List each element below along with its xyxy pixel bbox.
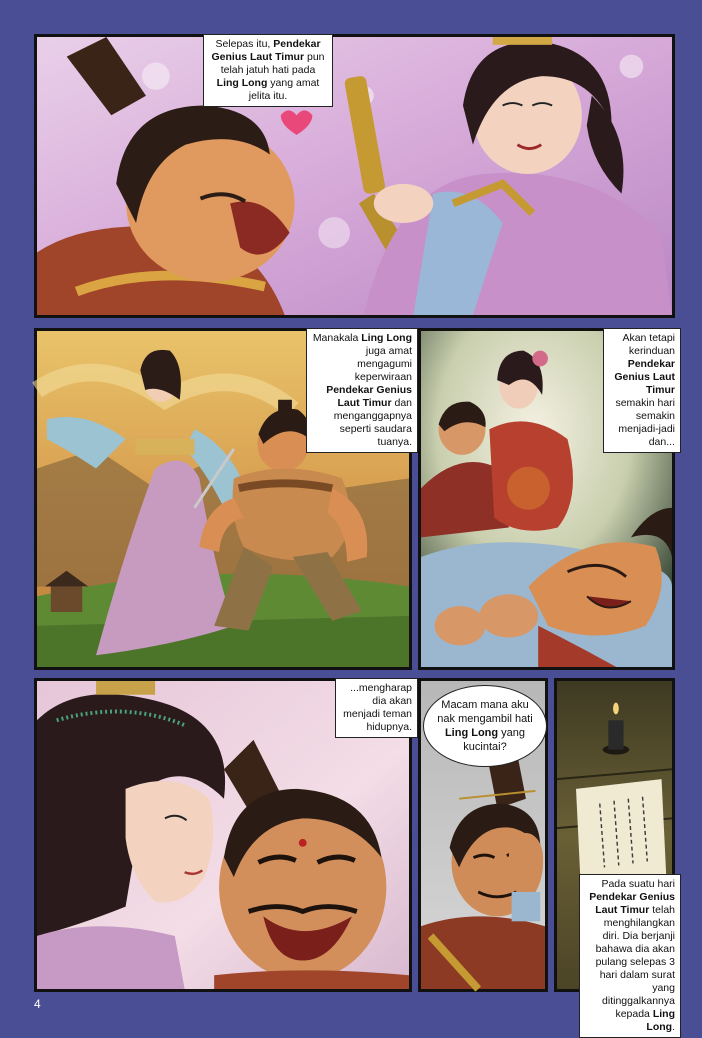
- caption-text: .: [672, 1021, 675, 1033]
- caption-bold: Ling Long: [216, 77, 268, 89]
- caption-bold: Ling Long: [361, 332, 412, 344]
- caption-text: dan menganggapnya seperti saudara tuanya.: [333, 397, 412, 448]
- caption-bold: Pendekar Genius Laut Timur: [614, 358, 675, 396]
- panel-2-caption: [306, 328, 418, 453]
- bubble-bold: Ling Long: [444, 727, 499, 739]
- caption-text: Manakala: [312, 332, 362, 344]
- caption-text: Akan tetapi kerinduan: [622, 332, 675, 357]
- page-number: 4: [34, 997, 41, 1011]
- caption-bold: Pendekar Genius Laut Timur: [589, 891, 675, 916]
- panel-1-art: [37, 37, 672, 315]
- panel-4-caption: [335, 678, 418, 738]
- caption-text: Selepas itu,: [215, 38, 274, 50]
- panel-5: [418, 678, 548, 992]
- panel-1-caption: [203, 34, 333, 107]
- caption-text: Pada suatu hari: [601, 878, 675, 890]
- panel-5-speech-bubble: [423, 685, 547, 767]
- caption-text: pun telah jatuh hati pada: [220, 51, 325, 76]
- caption-text: juga amat mengagumi keperwiraan: [354, 345, 412, 383]
- panel-1: [34, 34, 675, 318]
- caption-bold: Pendekar Genius Laut Timur: [326, 384, 412, 409]
- caption-text: semakin hari semakin menjadi-jadi dan...: [615, 397, 675, 448]
- caption-text: telah menghilangkan diri. Dia berjanji bahawa dia akan pulang selepas 3 hari dalam surat yang ditinggalkannya kepada: [595, 904, 675, 1020]
- bubble-text: yang kucintai?: [463, 727, 526, 753]
- caption-bold: Ling Long: [646, 1008, 675, 1033]
- panel-3: [418, 328, 675, 670]
- panel-2: [34, 328, 412, 670]
- panel-6-caption: [579, 874, 681, 1038]
- panel-3-caption: [603, 328, 681, 453]
- panel-4: [34, 678, 412, 992]
- panel-6: [554, 678, 675, 1033]
- caption-text: yang amat jelita itu.: [248, 77, 320, 102]
- bubble-text: Macam mana aku nak mengambil hati: [437, 699, 533, 725]
- caption-bold: Pendekar Genius Laut Timur: [211, 38, 321, 63]
- caption-text: ...mengharap dia akan menjadi teman hidupnya.: [343, 682, 412, 733]
